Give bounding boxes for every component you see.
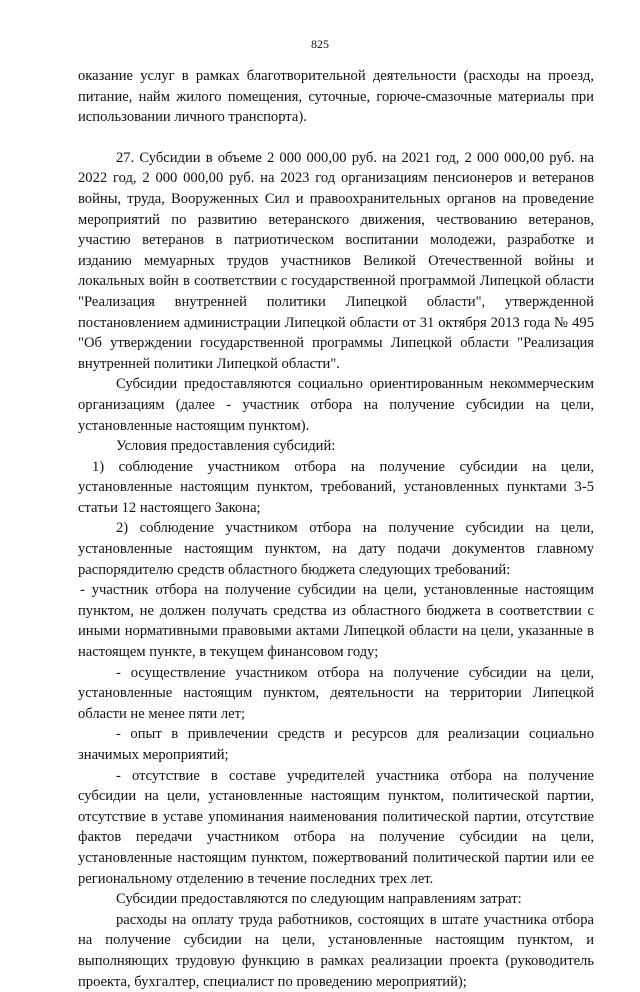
- paragraph-expense-salary: расходы на оплату труда работников, состоящих в штате участника отбора на получение субсидии на цели, установленные настоящим пунктом, и выполняющих трудовую функцию в рамках реализации проекта (руководитель проекта, бухгалтер, специалист по проведению мероприятий);: [78, 911, 594, 990]
- paragraph-condition-2: 2) соблюдение участником отбора на получение субсидии на цели, установленные настоящим пунктом, на дату подачи документов главному распорядителю средств областного бюджета следующих требований:: [78, 520, 594, 578]
- paragraph-recipients: Субсидии предоставляются социально ориентированным некоммерческим организациям (далее - участник отбора на получение субсидии на цели, установленные настоящим пунктом).: [78, 376, 594, 434]
- document-body: [78, 66, 594, 992]
- paragraph-expense-directions: Субсидии предоставляются по следующим направлениям затрат:: [116, 891, 522, 908]
- paragraph-condition-1: 1) соблюдение участником отбора на получение субсидии на цели, установленные настоящим пунктом, требований, установленных пунктами 3-5 статьи 12 настоящего Закона;: [78, 458, 594, 516]
- paragraph-conditions-heading: Условия предоставления субсидий:: [116, 438, 336, 455]
- paragraph-gap: [78, 128, 594, 148]
- paragraph-requirement-activity: - осуществление участником отбора на получение субсидии на цели, установленные настоящим пунктом, деятельности на территории Липецкой области не менее пяти лет;: [78, 664, 594, 722]
- paragraph-item-27: 27. Субсидии в объеме 2 000 000,00 руб. на 2021 год, 2 000 000,00 руб. на 2022 год, 2 000 000,00 руб. на 2023 год организациям пенсионеров и ветеранов войны, труда, Вооруженных Сил и правоохранительных органов на проведение мероприятий по развитию ветеранского движения, чествованию ветеранов, участию ветеранов в патриотическом воспитании молодежи, разработке и изданию мемуарных трудов участников Великой Отечественной войны и локальных войн в соответствии с государственной программой Липецкой области "Реализация внутренней политики Липецкой области", утвержденной постановлением администрации Липецкой области от 31 октября 2013 года № 495 "Об утверждении государственной программы Липецкой области "Реализация внутренней политики Липецкой области".: [78, 149, 594, 372]
- paragraph-requirement-experience: - опыт в привлечении средств и ресурсов для реализации социально значимых мероприятий;: [78, 726, 594, 763]
- page-number: 825: [311, 37, 329, 51]
- paragraph-requirement-funds: - участник отбора на получение субсидии на цели, установленные настоящим пунктом, не должен получать средства из областного бюджета в соответствии с иными нормативными правовыми актами Липецкой области на цели, указанные в настоящем пункте, в текущем финансовом году;: [78, 582, 594, 661]
- paragraph-requirement-party: - отсутствие в составе учредителей участника отбора на получение субсидии на цели, установленные настоящим пунктом, политической партии, отсутствие в уставе упоминания наименования политической партии, отсутствие фактов передачи участником отбора на получение субсидии на цели, установленные настоящим пунктом, пожертвований политической партии или ее региональному отделению в течение последних трех лет.: [78, 767, 594, 887]
- paragraph-continuation: оказание услуг в рамках благотворительной деятельности (расходы на проезд, питание, найм жилого помещения, суточные, горюче-смазочные материалы при использовании личного транспорта).: [78, 68, 594, 126]
